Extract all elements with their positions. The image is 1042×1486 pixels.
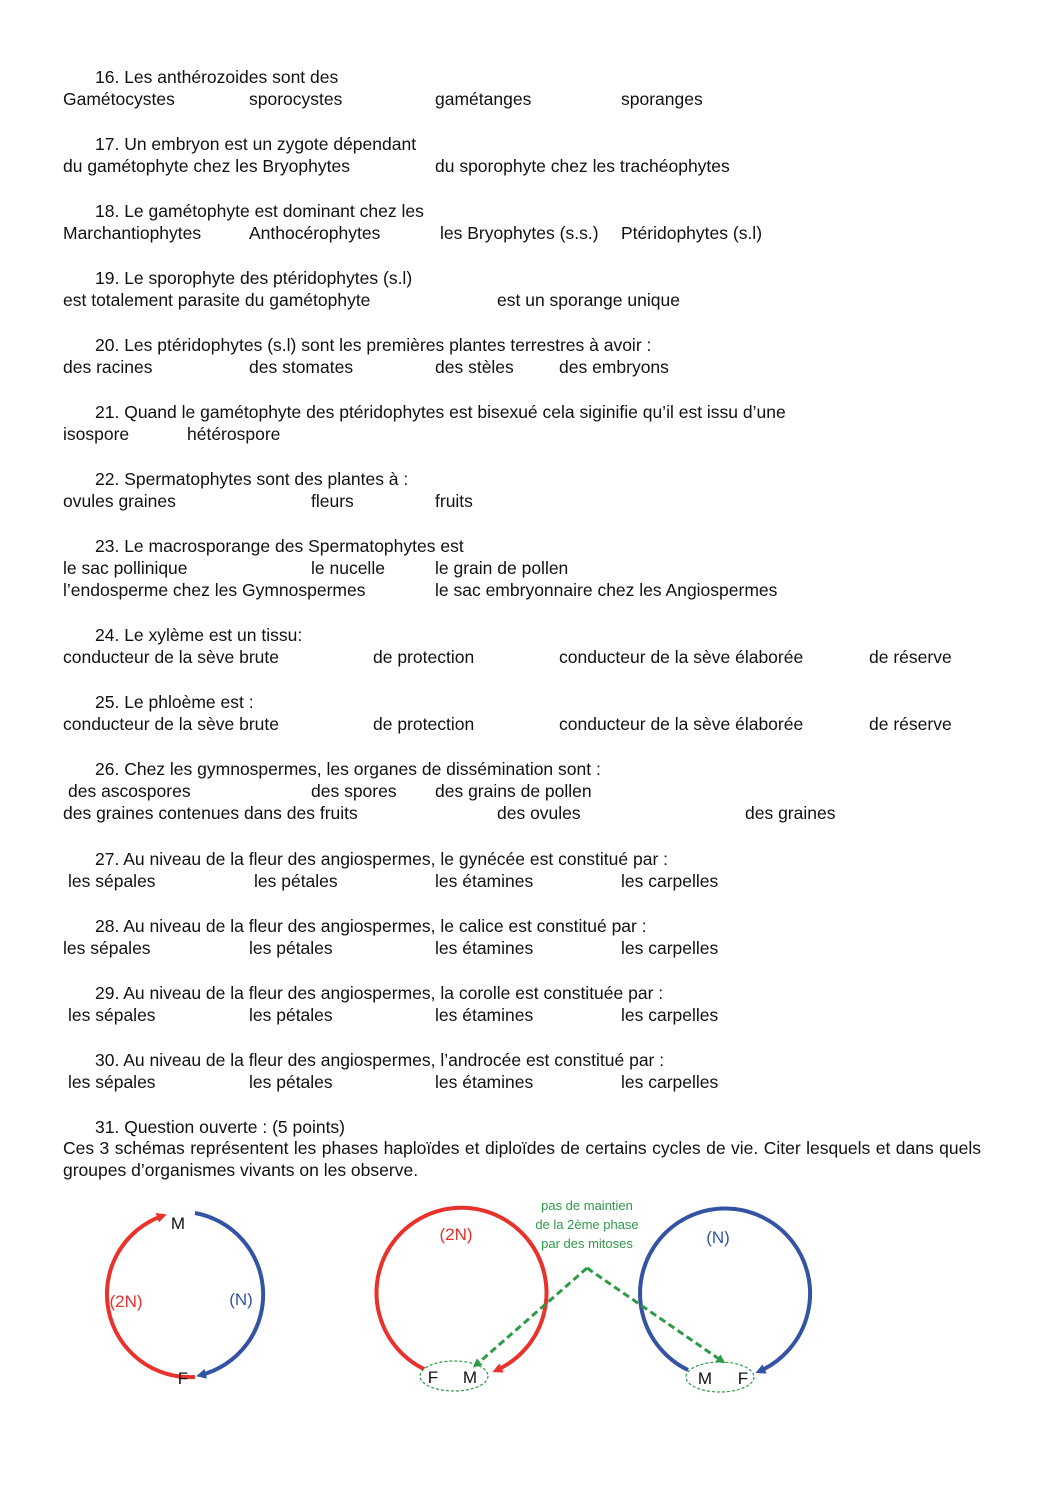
cycle-diagram-2 xyxy=(377,1198,811,1392)
option: Marchantiophytes xyxy=(63,223,202,243)
option: hétérospore xyxy=(187,424,281,444)
option: fleurs xyxy=(311,491,354,511)
option: des embryons xyxy=(559,357,669,377)
option: du gamétophyte chez les Bryophytes xyxy=(63,156,350,176)
label-f-left: F xyxy=(427,1368,439,1387)
label-f: F xyxy=(177,1369,189,1388)
option: les pétales xyxy=(249,1072,333,1092)
option: les sépales xyxy=(68,1005,156,1025)
option: des ovules xyxy=(497,803,581,823)
option: de réserve xyxy=(869,714,952,734)
option: de réserve xyxy=(869,647,952,667)
option: des grains de pollen xyxy=(435,781,592,801)
option: le sac embryonnaire chez les Angiospermes xyxy=(435,580,778,600)
label-2n: (2N) xyxy=(439,1225,473,1244)
option: conducteur de la sève élaborée xyxy=(559,647,804,667)
option: des stèles xyxy=(435,357,514,377)
question-text: 24. Le xylème est un tissu: xyxy=(95,625,303,645)
question-paragraph: Ces 3 schémas représentent les phases haploïdes et diploïdes de certains cycles de vie. Citer lesquels et dans quels groupes d’organismes vivants on les observe. xyxy=(63,1138,981,1180)
option: isospore xyxy=(63,424,130,444)
question-text: 26. Chez les gymnospermes, les organes de dissémination sont : xyxy=(95,759,601,779)
option: de protection xyxy=(373,647,475,667)
option: les étamines xyxy=(435,871,534,891)
option: les pétales xyxy=(249,938,333,958)
label-n: (N) xyxy=(706,1228,730,1247)
option: les carpelles xyxy=(621,871,719,891)
note-arrow-right xyxy=(587,1268,722,1361)
option: des graines xyxy=(745,803,836,823)
option: Ptéridophytes (s.l) xyxy=(621,223,763,243)
cycle-diagram-1 xyxy=(107,1213,263,1388)
option: de protection xyxy=(373,714,475,734)
option: des graines contenues dans des fruits xyxy=(63,803,358,823)
question-text: 20. Les ptéridophytes (s.l) sont les premières plantes terrestres à avoir : xyxy=(95,335,652,355)
option: Anthocérophytes xyxy=(249,223,381,243)
option: les pétales xyxy=(254,871,338,891)
option: sporanges xyxy=(621,89,703,109)
note-line-2: de la 2ème phase xyxy=(535,1217,639,1232)
question-text: 17. Un embryon est un zygote dépendant xyxy=(95,134,417,154)
question-text: 22. Spermatophytes sont des plantes à : xyxy=(95,469,409,489)
life-cycle-diagrams xyxy=(60,1195,820,1410)
question-text: 16. Les anthérozoides sont des xyxy=(95,67,339,87)
option: sporocystes xyxy=(249,89,343,109)
label-m: M xyxy=(170,1214,186,1233)
option: les sépales xyxy=(63,938,151,958)
note-arrow-left xyxy=(476,1268,587,1365)
option: les pétales xyxy=(249,1005,333,1025)
question-text: 21. Quand le gamétophyte des ptéridophytes est bisexué cela siginifie qu’il est issu d’une xyxy=(95,402,786,422)
option: les étamines xyxy=(435,1005,534,1025)
option: est totalement parasite du gamétophyte xyxy=(63,290,371,310)
option: des ascospores xyxy=(68,781,191,801)
option: les étamines xyxy=(435,1072,534,1092)
option: les carpelles xyxy=(621,938,719,958)
option: le grain de pollen xyxy=(435,558,569,578)
option: conducteur de la sève élaborée xyxy=(559,714,804,734)
label-f-right: F xyxy=(737,1369,749,1388)
question-text: 19. Le sporophyte des ptéridophytes (s.l) xyxy=(95,268,413,288)
note-line-3: par des mitoses xyxy=(541,1236,633,1251)
question-text: 28. Au niveau de la fleur des angiospermes, le calice est constitué par : xyxy=(95,916,647,936)
option: les sépales xyxy=(68,871,156,891)
question-text: 23. Le macrosporange des Spermatophytes est xyxy=(95,536,464,556)
option: est un sporange unique xyxy=(497,290,680,310)
label-2n: (2N) xyxy=(109,1292,143,1311)
label-m-left: M xyxy=(462,1368,478,1387)
question-text: 30. Au niveau de la fleur des angiospermes, l’androcée est constitué par : xyxy=(95,1050,665,1070)
option: ovules graines xyxy=(63,491,176,511)
option: les étamines xyxy=(435,938,534,958)
option: les Bryophytes (s.s.) xyxy=(440,223,599,243)
question-text: 31. Question ouverte : (5 points) xyxy=(95,1117,346,1137)
option: des racines xyxy=(63,357,153,377)
option: l’endosperme chez les Gymnospermes xyxy=(63,580,366,600)
option: fruits xyxy=(435,491,473,511)
option: conducteur de la sève brute xyxy=(63,647,279,667)
option: des stomates xyxy=(249,357,354,377)
option: conducteur de la sève brute xyxy=(63,714,279,734)
option: les carpelles xyxy=(621,1072,719,1092)
option: des spores xyxy=(311,781,397,801)
question-text: 18. Le gamétophyte est dominant chez les xyxy=(95,201,424,221)
label-n: (N) xyxy=(229,1290,253,1309)
question-text: 25. Le phloème est : xyxy=(95,692,254,712)
option: le nucelle xyxy=(311,558,385,578)
note-line-1: pas de maintien xyxy=(541,1198,633,1213)
option: les sépales xyxy=(68,1072,156,1092)
option: les carpelles xyxy=(621,1005,719,1025)
label-m-right: M xyxy=(697,1369,713,1388)
question-text: 27. Au niveau de la fleur des angiospermes, le gynécée est constitué par : xyxy=(95,849,669,869)
option: gamétanges xyxy=(435,89,532,109)
question-text: 29. Au niveau de la fleur des angiospermes, la corolle est constituée par : xyxy=(95,983,664,1003)
option: Gamétocystes xyxy=(63,89,175,109)
option: le sac pollinique xyxy=(63,558,188,578)
option: du sporophyte chez les trachéophytes xyxy=(435,156,730,176)
